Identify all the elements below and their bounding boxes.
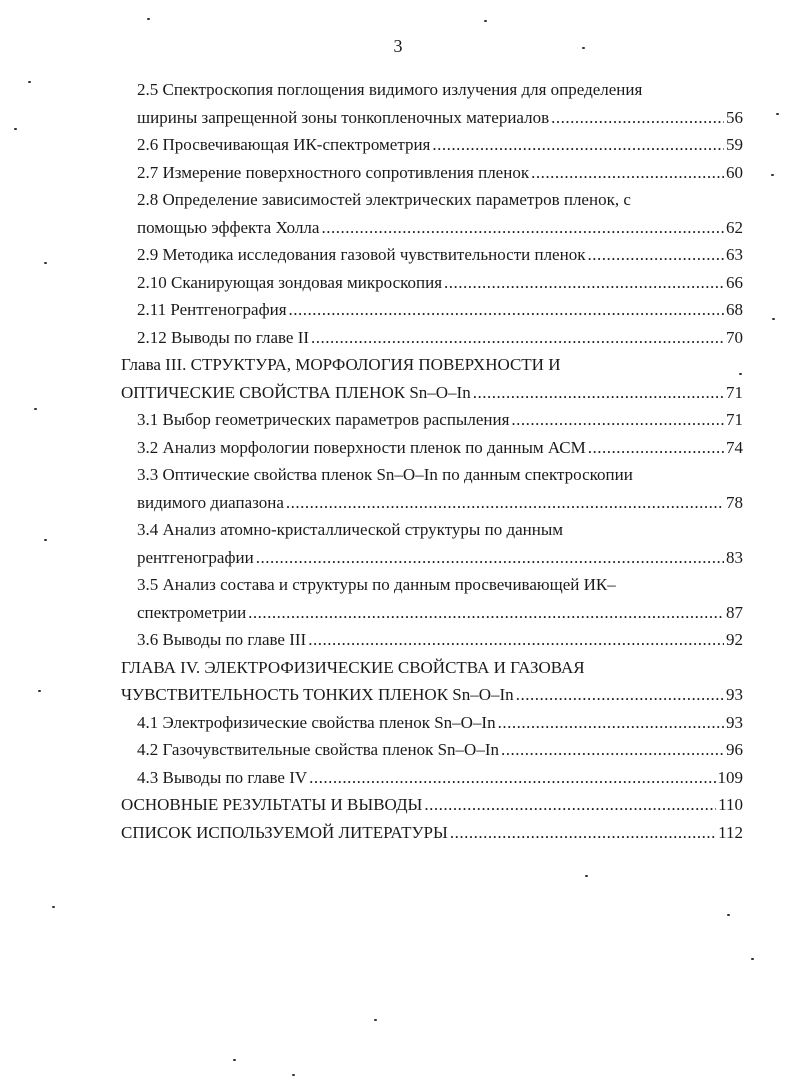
toc-chapter-entry [121,351,743,406]
page-number: 3 [393,36,403,56]
toc-entry-title: ОСНОВНЫЕ РЕЗУЛЬТАТЫ И ВЫВОДЫ [121,795,423,814]
toc-entry-title: 4.3 Выводы по главе IV [137,767,308,787]
toc-leader-dots [531,159,724,187]
toc-entry-title: 2.8 Определение зависимостей электрических параметров пленок, с [137,190,631,209]
toc-page-number: 62 [726,217,743,237]
toc-leader-dots [588,434,724,462]
toc-leader-dots [424,791,716,819]
toc-page-number: 112 [718,822,743,842]
toc-page-number: 70 [726,327,743,347]
toc-leader-dots [309,764,715,792]
toc-page-number: 87 [726,602,743,622]
toc-entry-title: ЧУВСТВИТЕЛЬНОСТЬ ТОНКИХ ПЛЕНОК Sn–O–In [121,685,514,704]
toc-page-number: 83 [726,547,743,567]
toc-page-number: 71 [726,410,743,429]
toc-leader-dots [551,104,724,132]
toc-section-entry [121,764,743,792]
toc-entry-title: 2.10 Сканирующая зондовая микроскопия [137,272,443,292]
toc-section-entry [121,159,743,187]
toc-entry-title: 2.7 Измерение поверхностного сопротивления пленок [137,162,530,182]
toc-section-entry [121,241,743,269]
toc-leader-dots [256,544,724,572]
scan-speck [776,113,779,115]
toc-leader-dots [473,379,724,407]
toc-entry-title: 3.4 Анализ атомно-кристаллической структуры по данным [137,520,564,539]
toc-entry-title: помощью эффекта Холла [137,217,320,237]
scan-speck [38,690,41,692]
toc-entry-title: 4.1 Электрофизические свойства пленок Sn–O–In [137,712,496,732]
toc-page-number: 59 [726,135,743,154]
toc-entry-title: ширины запрещенной зоны тонкопленочных материалов [137,107,550,127]
toc-leader-dots [498,709,724,737]
toc-entry-title: Глава III. СТРУКТУРА, МОРФОЛОГИЯ ПОВЕРХНОСТИ И [121,355,561,374]
scan-speck [147,18,150,20]
scan-speck [751,958,754,960]
toc-chapter-entry [121,791,743,819]
toc-entry-title: 2.12 Выводы по главе II [137,327,310,347]
scan-speck [34,408,37,410]
toc-leader-dots [248,599,724,627]
toc-leader-dots [321,214,724,242]
toc-entry-title: 2.6 Просвечивающая ИК-спектрометрия [137,135,431,154]
toc-entry-title: ГЛАВА IV. ЭЛЕКТРОФИЗИЧЕСКИЕ СВОЙСТВА И ГАЗОВАЯ [121,657,585,677]
scan-speck [14,128,17,130]
scan-speck [28,81,31,83]
toc-chapter-entry [121,654,743,709]
toc-page-number: 93 [726,685,743,704]
scan-speck [484,20,487,22]
toc-section-entry [121,626,743,654]
scan-speck [771,174,774,176]
toc-section-entry [121,571,743,626]
toc-leader-dots [286,489,724,517]
toc-page-number: 56 [726,107,743,127]
scan-speck [44,262,47,264]
toc-page-number: 92 [726,630,743,649]
scan-speck [44,539,47,541]
toc-section-entry [121,461,743,516]
toc-page-number: 63 [726,245,743,264]
toc-page-number: 68 [726,300,743,319]
toc-leader-dots [501,736,724,764]
toc-section-entry [121,709,743,737]
table-of-contents [121,76,743,846]
toc-leader-dots [511,406,724,434]
toc-leader-dots [308,626,724,654]
scan-speck [585,875,588,877]
toc-entry-title: видимого диапазона [137,492,284,512]
toc-page-number: 93 [726,712,743,732]
toc-page-number: 66 [726,272,743,292]
toc-leader-dots [289,296,724,324]
toc-page-number: 60 [726,162,743,182]
toc-section-entry [121,76,743,131]
toc-section-entry [121,131,743,159]
toc-page-number: 110 [718,795,743,814]
scan-speck [772,318,775,320]
toc-section-entry [121,516,743,571]
scan-speck [52,906,55,908]
toc-section-entry [121,296,743,324]
toc-page-number: 109 [717,767,743,787]
toc-section-entry [121,736,743,764]
toc-leader-dots [432,131,724,159]
toc-chapter-entry [121,819,743,847]
toc-leader-dots [444,269,724,297]
toc-entry-title: рентгенографии [137,547,254,567]
scan-speck [727,914,730,916]
toc-leader-dots [450,819,716,847]
toc-entry-title: ОПТИЧЕСКИЕ СВОЙСТВА ПЛЕНОК Sn–O–In [121,382,471,402]
scan-speck [292,1074,295,1076]
toc-section-entry [121,269,743,297]
toc-leader-dots [587,241,724,269]
toc-page-number: 74 [726,437,743,457]
toc-section-entry [121,406,743,434]
toc-entry-title: 3.3 Оптические свойства пленок Sn–O–In по данным спектроскопии [137,465,633,484]
toc-page-number: 96 [726,740,743,759]
toc-entry-title: спектрометрии [137,602,247,622]
toc-entry-title: 2.5 Спектроскопия поглощения видимого излучения для определения [137,80,643,99]
toc-section-entry [121,186,743,241]
toc-entry-title: 3.1 Выбор геометрических параметров распыления [137,410,510,429]
toc-entry-title: 3.2 Анализ морфологии поверхности пленок по данным АСМ [137,437,586,457]
toc-entry-title: 2.11 Рентгенография [137,300,287,319]
toc-leader-dots [516,681,724,709]
toc-page-number: 71 [726,382,743,402]
toc-leader-dots [311,324,724,352]
toc-entry-title: 3.6 Выводы по главе III [137,630,307,649]
toc-page-number: 78 [726,492,743,512]
toc-entry-title: 3.5 Анализ состава и структуры по данным просвечивающей ИК– [137,575,616,594]
toc-section-entry [121,434,743,462]
toc-section-entry [121,324,743,352]
toc-entry-title: СПИСОК ИСПОЛЬЗУЕМОЙ ЛИТЕРАТУРЫ [121,822,448,842]
scan-speck [374,1019,377,1021]
scan-speck [582,47,585,49]
toc-entry-title: 2.9 Методика исследования газовой чувствительности пленок [137,245,586,264]
scan-speck [739,373,742,375]
toc-entry-title: 4.2 Газочувствительные свойства пленок Sn–O–In [137,740,499,759]
scan-speck [233,1059,236,1061]
